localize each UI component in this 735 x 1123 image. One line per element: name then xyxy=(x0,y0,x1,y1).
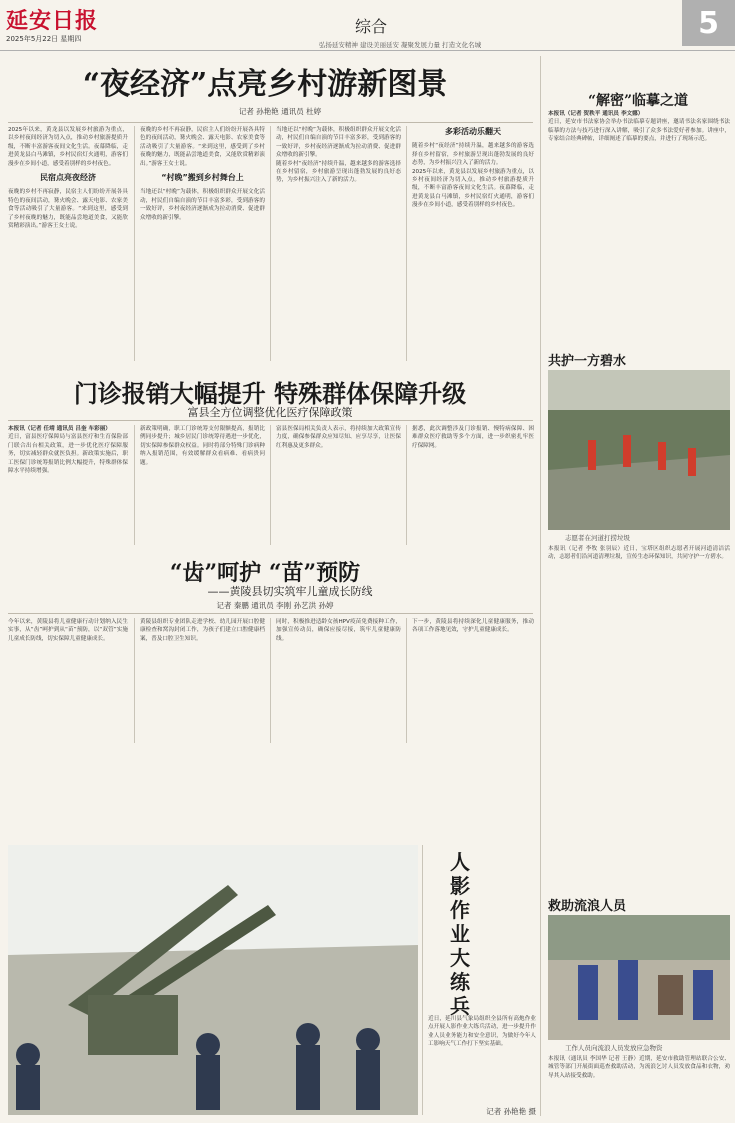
article-1-col-1-more: 夜晚的乡村不再寂静，民宿主人们纷纷开展各具特色的夜间活动，篝火晚会、露天电影、农家美食等活动吸引了大量游客。“来到这里，感受到了乡村夜晚的魅力，既能品尝地道美食，又能欣赏精彩演出。”游客王女士说。 xyxy=(8,189,128,230)
article-2-col-3: 富县医保局相关负责人表示，将持续加大政策宣传力度，确保参保群众应知尽知、应享尽享，让医保红利惠及更多群众。 xyxy=(276,426,401,449)
article-3-title: “齿”呵护 “苗”预防 xyxy=(169,560,361,586)
issue-date: 2025年5月22日 星期四 xyxy=(6,35,82,43)
right-article-1-byline: 本报讯（记者 贺秩平 通讯员 李文娜） xyxy=(548,111,644,117)
article-1-col-2-text: 夜晚的乡村不再寂静，民宿主人们纷纷开展各具特色的夜间活动，篝火晚会、露天电影、农家美食等活动吸引了大量游客。“来到这里，感受到了乡村夜晚的魅力，既能品尝地道美食，又能欣赏精彩演出。”游客王女士说。 xyxy=(140,127,265,167)
column-divider xyxy=(270,618,271,743)
article-3-col-1: 今年以来，黄陵县将儿童健康行动计划纳入民生实事，从“齿”呵护到从“苗”预防，以“双管”实施儿童成长防线，切实保障儿童健康成长。 xyxy=(8,619,128,642)
page-number: 5 xyxy=(682,0,735,46)
feature-body: 近日，延川县气象局组织全县所有高炮作业点开展人影作业大练兵活动，进一步提升作业人员业务能力和安全意识，为做好今年人工影响天气工作打下坚实基础。 xyxy=(428,1016,536,1048)
article-1-col-4-text: 随着乡村“夜经济”持续升温，越来越多的游客选择在乡村留宿，乡村旅游呈现出蓬勃发展的良好态势，为乡村振兴注入了新的活力。 xyxy=(412,143,534,167)
rescue-caption: 工作人员向流浪人员发放应急物资 xyxy=(565,1044,663,1052)
feature-photo-credit: 记者 孙艳艳 摄 xyxy=(486,1107,536,1116)
article-3-col-4: 下一步，黄陵县将持续深化儿童健康服务，推动各项工作落地见效，守护儿童健康成长。 xyxy=(412,619,534,634)
article-1-col-1 xyxy=(8,126,128,361)
column-divider xyxy=(134,126,135,361)
right-article-1-title: “解密”临摹之道 xyxy=(587,93,689,109)
feature-title: 人影作业大练兵 xyxy=(450,850,470,1018)
article-1-rule xyxy=(8,122,533,123)
column-divider xyxy=(134,425,135,545)
article-1-subhead-2: “村晚”搬到乡村舞台上 xyxy=(161,173,244,183)
river-cleanup-photo xyxy=(548,370,730,530)
article-2-col-2: 新政策明确，职工门诊统筹支付限额提高，报销比例同步提升；城乡居民门诊统筹待遇进一步优化，切实保障参保群众权益。同时将部分特殊门诊病种纳入报销范围，有效缓解群众看病难、看病贵问题。 xyxy=(140,426,265,466)
section-title: 综合 xyxy=(355,17,388,36)
header-slogan: 弘扬延安精神 建设美丽延安 凝聚发展力量 打造文化名城 xyxy=(318,41,482,49)
newspaper-logo: 延安日报 xyxy=(6,8,99,34)
right-article-3-title: 救助流浪人员 xyxy=(548,899,627,914)
article-1-col-3 xyxy=(276,126,401,361)
column-divider xyxy=(134,618,135,743)
header-rule xyxy=(0,50,735,51)
article-1-byline: 记者 孙艳艳 通讯员 杜婷 xyxy=(238,107,322,116)
column-divider xyxy=(270,126,271,361)
article-1-col-1-text: 2025年以来，黄龙县以发展乡村旅游为重点，以乡村夜间经济为切入点，推动乡村旅游提质升级，不断丰富游客夜间文化生活。夜幕降临，走进黄龙县白马滩镇，乡村民宿灯火通明，游客们漫步在乡间小道，感受着别样的乡村夜色。 xyxy=(8,127,128,167)
river-cleanup-caption: 志愿者在河道打捞垃圾 xyxy=(565,534,630,542)
river-cleanup-image xyxy=(548,370,730,530)
article-1-col-3-text: 当地还以“村晚”为载体，积极组织群众开展文化活动，村民们自编自演的节目丰富多彩，受到游客的一致好评，乡村夜经济逐渐成为拉动消费、促进群众增收的新引擎。 xyxy=(276,127,401,159)
right-article-1-body xyxy=(548,110,730,350)
rescue-photo xyxy=(548,915,730,1040)
right-article-2-body: 本报讯（记者 李牧 张羽辰）近日，宝塔区组织志愿者开展河道清洁活动，志愿者们沿河道清理垃圾，宣传生态环保知识，共同守护一方碧水。 xyxy=(548,546,730,561)
article-3-col-3: 同时，积极推进适龄女孩HPV疫苗免费接种工作，加强宣传动员，确保应接尽接，筑牢儿童健康防线。 xyxy=(276,619,401,642)
article-3-subtitle: ——黄陵县切实筑牢儿童成长防线 xyxy=(207,585,373,598)
article-2-rule xyxy=(8,420,533,421)
article-3-rule xyxy=(8,613,533,614)
article-2-col-1-text: 近日，富县医疗保障局与富县医疗和生育保险部门联合出台相关政策，进一步优化医疗保障服务，切实减轻群众就医负担。新政策实施后，职工医保门诊统筹报销比例大幅提升，特殊群体保障水平持续增强。 xyxy=(8,434,128,475)
feature-photo xyxy=(8,845,418,1115)
column-divider xyxy=(406,618,407,743)
right-article-2-title: 共护一方碧水 xyxy=(548,354,627,369)
article-1-col-2 xyxy=(140,126,265,361)
right-article-3-body: 本报讯（通讯员 李国华 记者 王静）近期，延安市救助管理站联合公安、城管等部门开展街面巡查救助活动，为流浪乞讨人员发放食品和衣物，劝导其入站接受救助。 xyxy=(548,1056,730,1079)
article-1-title: “夜经济”点亮乡村游新图景 xyxy=(82,67,448,102)
right-article-1-text: 近日，延安市书法家协会举办书法临摹专题讲座，邀请书法名家围绕书法临摹的方法与技巧进行深入讲解，吸引了众多书法爱好者参加。讲座中，专家结合经典碑帖，详细阐述了临摹的要点，并进行了现场示范。 xyxy=(548,119,730,143)
article-2-col-4: 据悉，此次调整涉及门诊报销、慢特病保障、困难群众医疗救助等多个方面，进一步织密扎牢医疗保障网。 xyxy=(412,426,534,449)
article-3-col-2: 黄陵县组织专业团队走进学校、幼儿园开展口腔健康检查和窝沟封闭工作，为孩子们建立口腔健康档案，普及口腔卫生知识。 xyxy=(140,619,265,642)
column-divider xyxy=(422,845,423,1115)
right-column-divider xyxy=(540,56,541,1116)
rescue-image xyxy=(548,915,730,1040)
article-2-byline: 本报讯（记者 任靖 通讯员 吕奎 车彩丽） xyxy=(8,426,111,432)
article-1-col-3-more: 随着乡村“夜经济”持续升温，越来越多的游客选择在乡村留宿，乡村旅游呈现出蓬勃发展的良好态势，为乡村振兴注入了新的活力。 xyxy=(276,160,401,184)
article-1-subhead-1: 民宿点亮夜经济 xyxy=(40,173,96,183)
column-divider xyxy=(406,425,407,545)
article-3-byline: 记者 秦鹏 通讯员 李刚 孙艺洪 孙婷 xyxy=(216,601,334,610)
article-1-col-4 xyxy=(412,126,534,361)
anti-aircraft-drill-image xyxy=(8,845,418,1115)
article-1-col-4-more: 2025年以来，黄龙县以发展乡村旅游为重点，以乡村夜间经济为切入点，推动乡村旅游提质升级，不断丰富游客夜间文化生活。夜幕降临，走进黄龙县白马滩镇，乡村民宿灯火通明，游客们漫步在乡间小道，感受着别样的乡村夜色。 xyxy=(412,168,534,209)
article-2-col-1 xyxy=(8,425,128,545)
article-1-subhead-3: 多彩活动乐翻天 xyxy=(445,127,501,136)
article-2-title: 门诊报销大幅提升 特殊群体保障升级 xyxy=(73,379,467,408)
article-2-subtitle: 富县全方位调整优化医疗保障政策 xyxy=(187,406,353,419)
column-divider xyxy=(406,126,407,361)
article-1-col-2-more: 当地还以“村晚”为载体，积极组织群众开展文化活动，村民们自编自演的节目丰富多彩，受到游客的一致好评，乡村夜经济逐渐成为拉动消费、促进群众增收的新引擎。 xyxy=(140,189,265,221)
column-divider xyxy=(270,425,271,545)
